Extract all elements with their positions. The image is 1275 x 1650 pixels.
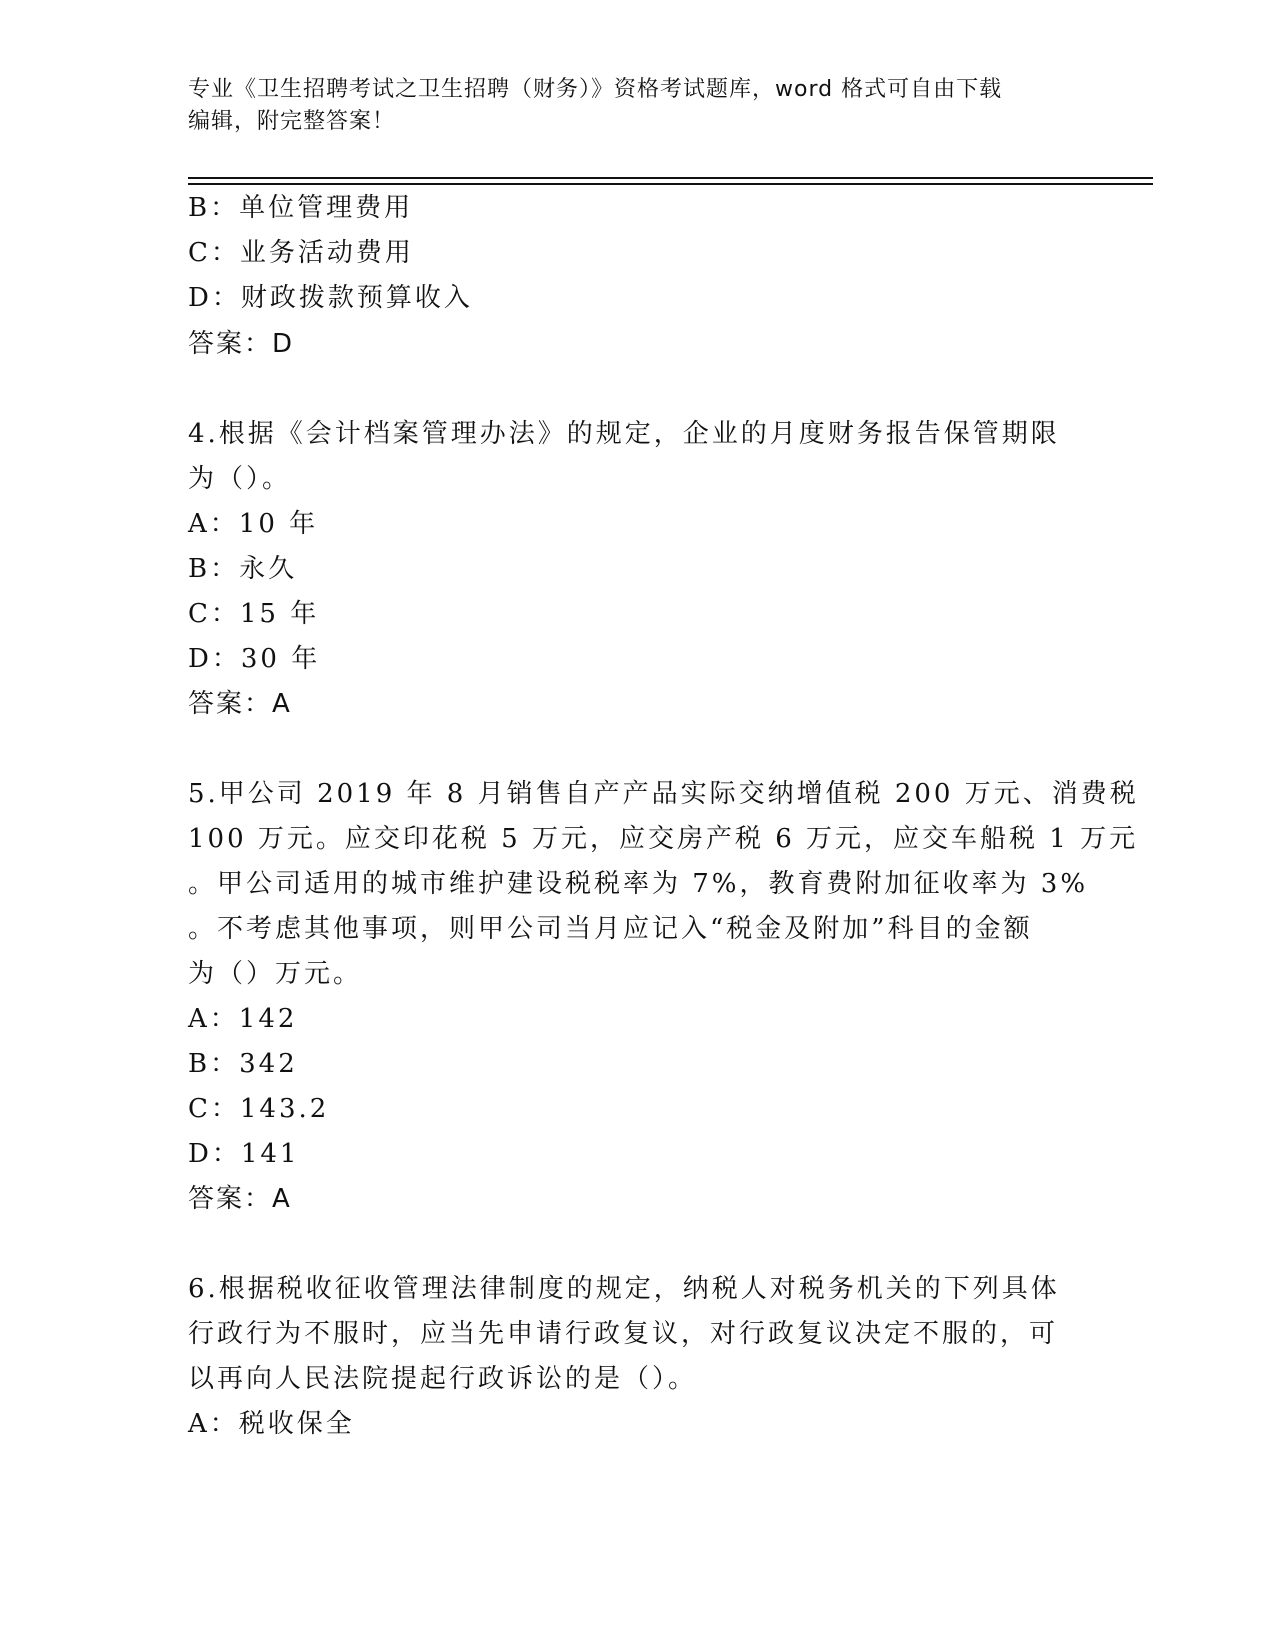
q6-stem-line-2: 行政行为不服时，应当先申请行政复议，对行政复议决定不服的，可 [188,1319,1059,1349]
q4-option-d: D：30 年 [188,644,321,674]
q4-option-b: B：永久 [188,554,298,584]
q3-answer: 答案：D [188,329,295,359]
q3-option-b: B：单位管理费用 [188,193,414,223]
header-divider-top [188,177,1153,179]
header-divider-bottom [188,183,1153,185]
document-header [188,74,1088,138]
header-line-2: 编辑，附完整答案！ [188,109,396,134]
q5-stem-line-4: 。不考虑其他事项，则甲公司当月应记入“税金及附加”科目的金额 [188,914,1033,944]
q4-stem-line-2: 为（）。 [188,464,292,494]
q3-option-d: D：财政拨款预算收入 [188,283,473,313]
q5-answer: 答案：A [188,1184,292,1214]
q5-option-d: D：141 [188,1139,300,1169]
q5-option-b: B：342 [188,1049,298,1079]
q5-stem-line-3: 。甲公司适用的城市维护建设税税率为 7%，教育费附加征收率为 3% [188,869,1089,899]
q4-stem-line-1: 4.根据《会计档案管理办法》的规定，企业的月度财务报告保管期限 [188,419,1060,449]
q5-stem-line-1: 5.甲公司 2019 年 8 月销售自产产品实际交纳增值税 200 万元、消费税 [188,779,1139,809]
q4-option-a: A：10 年 [188,509,319,539]
q6-stem-line-1: 6.根据税收征收管理法律制度的规定，纳税人对税务机关的下列具体 [188,1274,1060,1304]
q5-option-a: A：142 [188,1004,298,1034]
q5-stem-line-2: 100 万元。应交印花税 5 万元，应交房产税 6 万元，应交车船税 1 万元 [188,824,1139,854]
q4-option-c: C：15 年 [188,599,320,629]
q6-option-a: A：税收保全 [188,1409,355,1439]
q6-stem-line-3: 以再向人民法院提起行政诉讼的是（）。 [188,1364,698,1394]
q3-option-c: C：业务活动费用 [188,238,414,268]
q5-option-c: C：143.2 [188,1094,330,1124]
q4-answer: 答案：A [188,689,292,719]
q5-stem-line-5: 为（）万元。 [188,959,363,989]
header-line-1: 专业《卫生招聘考试之卫生招聘（财务）》资格考试题库，word 格式可自由下载 [188,77,1003,102]
